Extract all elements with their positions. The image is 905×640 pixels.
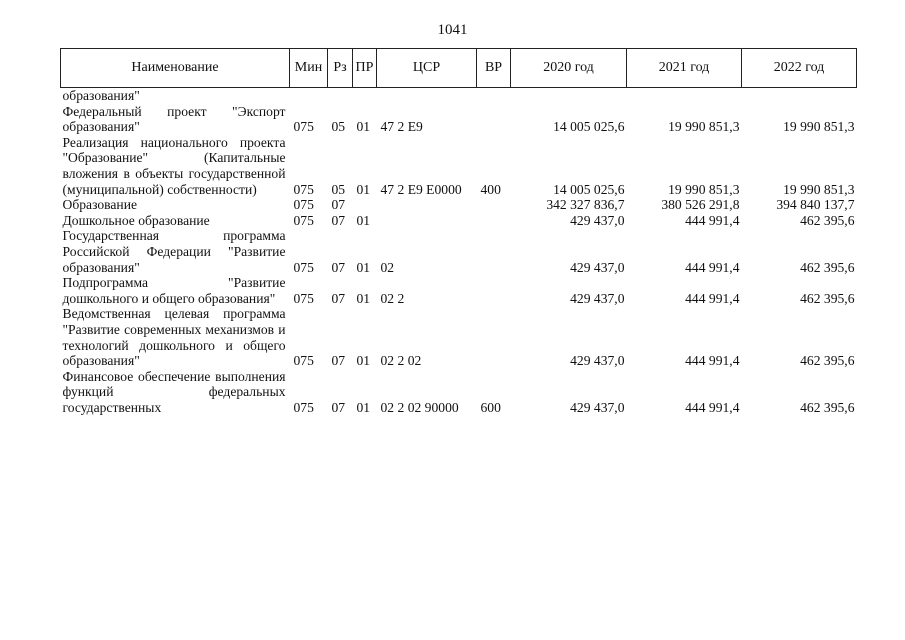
- row-csr: 02 2 02: [380, 353, 422, 369]
- page-number: 1041: [437, 22, 468, 38]
- row-rz: 07: [331, 197, 346, 213]
- row-min: 075: [293, 119, 314, 135]
- table-row: [61, 197, 857, 213]
- row-pr: [353, 88, 377, 104]
- row-rz: 05: [331, 181, 346, 197]
- row-name: Ведомственная целевая программа "Развитие современных механизмов и технологий дошкольного и общего образования": [62, 306, 286, 369]
- row-pr: 01: [356, 399, 371, 415]
- row-vr: [477, 213, 511, 229]
- row-2022: 19 990 851,3: [783, 119, 855, 135]
- row-2022: 462 395,6: [800, 259, 855, 275]
- table-row: [61, 306, 857, 368]
- header-pr: ПР: [353, 49, 377, 88]
- row-min: 075: [293, 212, 314, 228]
- table-header: [61, 49, 857, 88]
- table-row: [61, 88, 857, 104]
- row-2021: 444 991,4: [685, 259, 740, 275]
- table-row: [61, 228, 857, 275]
- row-vr: 600: [480, 399, 501, 415]
- row-2021: 19 990 851,3: [668, 181, 740, 197]
- row-2022: 462 395,6: [800, 212, 855, 228]
- budget-table: [60, 48, 857, 415]
- row-2022: 462 395,6: [800, 399, 855, 415]
- row-2021: 444 991,4: [685, 290, 740, 306]
- row-name: образования": [62, 88, 140, 103]
- row-min: 075: [293, 181, 314, 197]
- row-2020: 14 005 025,6: [553, 119, 625, 135]
- row-csr: 02 2: [380, 290, 405, 306]
- row-2021: [627, 88, 742, 104]
- row-pr: [353, 197, 377, 213]
- header-2020: 2020 год: [511, 49, 627, 88]
- row-name: Дошкольное образование: [62, 212, 210, 228]
- row-pr: 01: [356, 353, 371, 369]
- row-pr: 01: [356, 181, 371, 197]
- row-csr: 02: [380, 259, 395, 275]
- row-2022: 19 990 851,3: [783, 181, 855, 197]
- row-2021: 380 526 291,8: [661, 197, 740, 213]
- row-min: 075: [293, 197, 314, 213]
- row-csr: 47 2 E9: [380, 119, 423, 135]
- table-row: [61, 135, 857, 197]
- row-min: 075: [293, 290, 314, 306]
- row-pr: 01: [356, 290, 371, 306]
- table-row: [61, 213, 857, 229]
- row-vr: [477, 228, 511, 275]
- header-name: Наименование: [61, 49, 290, 88]
- row-csr: [377, 88, 477, 104]
- row-name: Подпрограмма "Развитие дошкольного и общего образования": [62, 275, 286, 306]
- table-row: [61, 104, 857, 135]
- header-vr: ВР: [477, 49, 511, 88]
- row-2020: 429 437,0: [570, 353, 625, 369]
- row-vr: [477, 306, 511, 368]
- header-rz: Рз: [328, 49, 353, 88]
- header-2022: 2022 год: [742, 49, 857, 88]
- row-name: Реализация национального проекта "Образование" (Капитальные вложения в объекты государственной (муниципальной) собственности): [62, 134, 286, 197]
- row-rz: 07: [331, 353, 346, 369]
- row-2020: [511, 88, 627, 104]
- row-name: Образование: [62, 197, 138, 213]
- row-rz: 05: [331, 119, 346, 135]
- row-pr: 01: [356, 212, 371, 228]
- row-vr: [477, 104, 511, 135]
- row-2022: 462 395,6: [800, 290, 855, 306]
- row-csr: [377, 213, 477, 229]
- row-2022: 394 840 137,7: [776, 197, 855, 213]
- row-2021: 444 991,4: [685, 399, 740, 415]
- row-vr: [477, 197, 511, 213]
- row-name: Финансовое обеспечение выполнения функций федеральных государственных: [62, 368, 286, 415]
- row-pr: 01: [356, 259, 371, 275]
- row-2022: [742, 88, 857, 104]
- table-body: [61, 88, 857, 416]
- row-2021: 444 991,4: [685, 212, 740, 228]
- row-name: Федеральный проект "Экспорт образования": [62, 103, 286, 135]
- row-2020: 14 005 025,6: [553, 181, 625, 197]
- row-2020: 429 437,0: [570, 290, 625, 306]
- row-2020: 429 437,0: [570, 399, 625, 415]
- row-pr: 01: [356, 119, 371, 135]
- row-2021: 19 990 851,3: [668, 119, 740, 135]
- row-rz: 07: [331, 399, 346, 415]
- row-csr: 47 2 E9 E0000: [380, 181, 462, 197]
- row-min: 075: [293, 353, 314, 369]
- row-2021: 444 991,4: [685, 353, 740, 369]
- row-min: 075: [293, 399, 314, 415]
- header-min: Мин: [290, 49, 328, 88]
- row-vr: [477, 275, 511, 306]
- row-2020: 429 437,0: [570, 212, 625, 228]
- table-row: [61, 275, 857, 306]
- row-min: [290, 88, 328, 104]
- row-2022: 462 395,6: [800, 353, 855, 369]
- row-rz: 07: [331, 290, 346, 306]
- row-rz: 07: [331, 259, 346, 275]
- row-rz: 07: [331, 212, 346, 228]
- row-csr: 02 2 02 90000: [380, 399, 459, 415]
- row-rz: [328, 88, 353, 104]
- row-2020: 429 437,0: [570, 259, 625, 275]
- row-min: 075: [293, 259, 314, 275]
- row-2020: 342 327 836,7: [546, 197, 625, 213]
- header-2021: 2021 год: [627, 49, 742, 88]
- row-vr: [477, 88, 511, 104]
- table-row: [61, 369, 857, 416]
- row-name: Государственная программа Российской Федерации "Развитие образования": [62, 228, 286, 275]
- header-csr: ЦСР: [377, 49, 477, 88]
- row-vr: 400: [480, 181, 501, 197]
- row-csr: [377, 197, 477, 213]
